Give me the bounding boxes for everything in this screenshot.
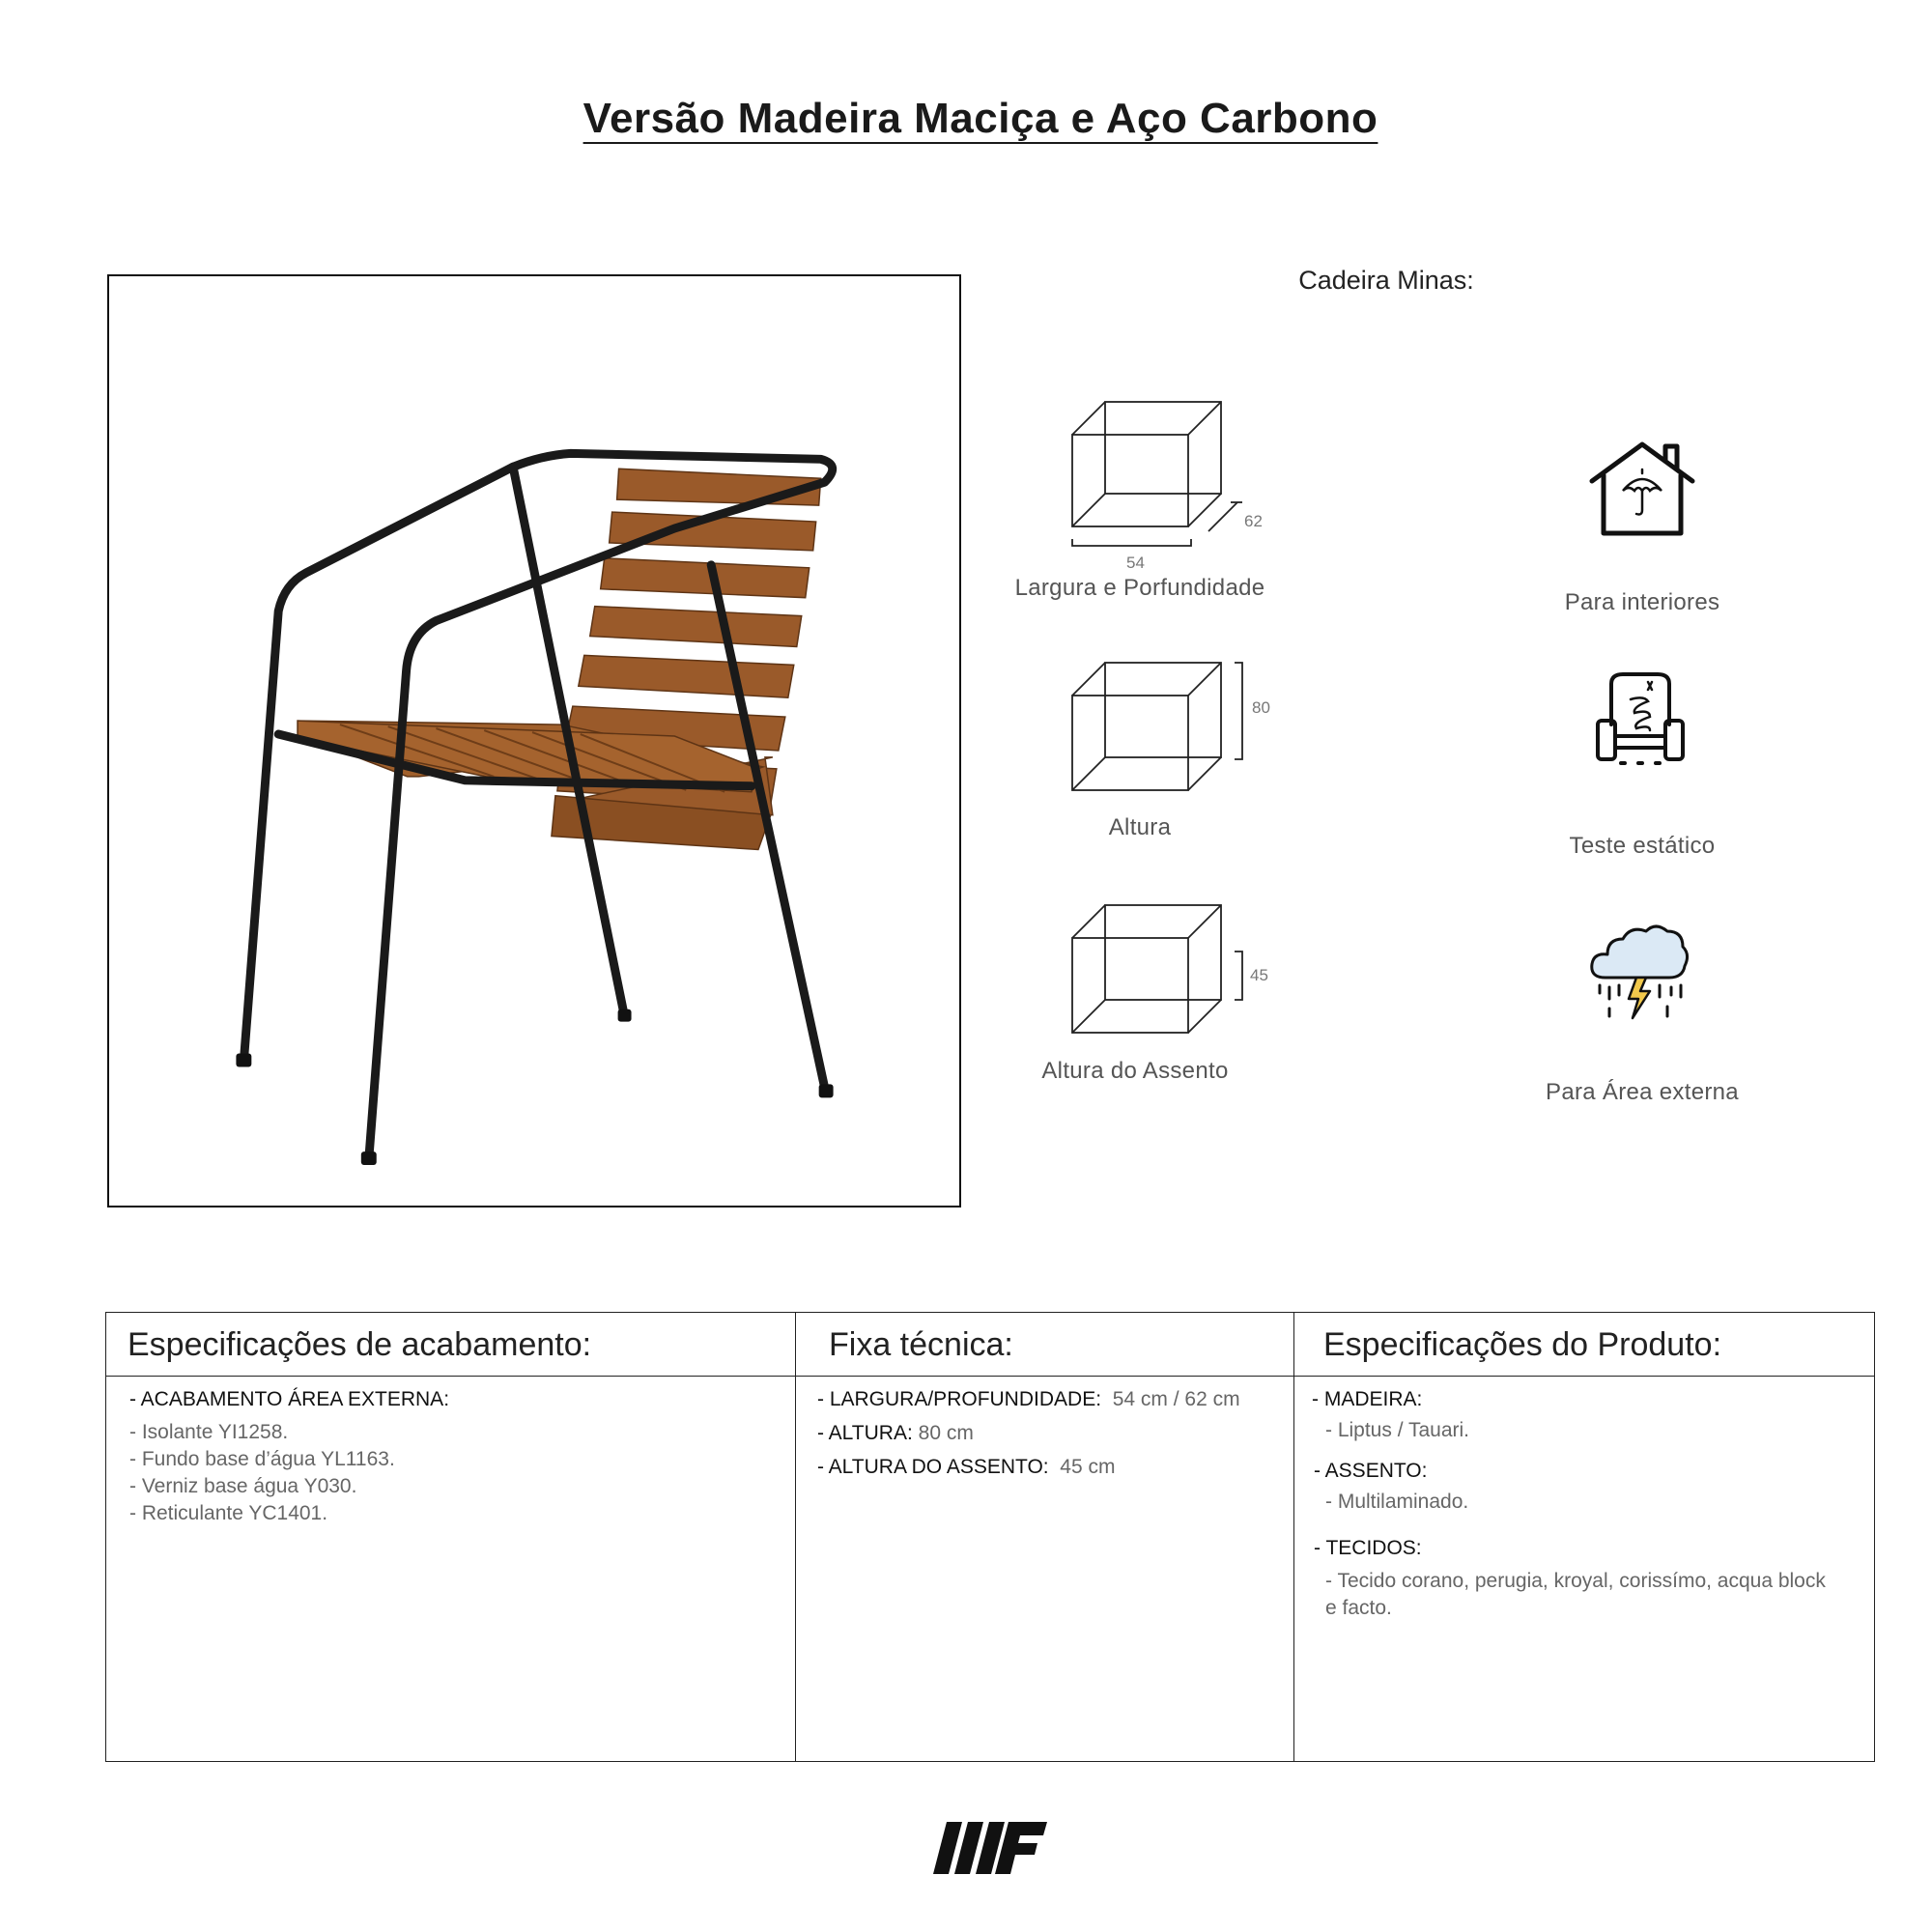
storm-cloud-icon [1586, 920, 1692, 1026]
product-name: Cadeira Minas: [1298, 266, 1474, 295]
seat-height-label: Altura do Assento [1041, 1058, 1229, 1084]
tech-row-width-depth: - LARGURA/PROFUNDIDADE: 54 cm / 62 cm [817, 1388, 1240, 1410]
house-umbrella-icon [1588, 440, 1696, 537]
chair-illustration [109, 276, 959, 1206]
product-group-detail: - Multilaminado. [1325, 1491, 1469, 1513]
product-specs-heading: Especificações do Produto: [1294, 1313, 1874, 1377]
seat-height-value: 45 [1250, 966, 1268, 984]
finishing-specs-column [106, 1313, 796, 1761]
product-group-detail: - Tecido corano, perugia, kroyal, corissímo, acqua block e facto. [1325, 1570, 1826, 1619]
product-photo [107, 274, 961, 1208]
width-depth-label: Largura e Porfundidade [1014, 575, 1265, 601]
finishing-item: - Isolante YI1258. [129, 1421, 289, 1443]
product-specs-column [1294, 1313, 1874, 1761]
page-title: Versão Madeira Maciça e Aço Carbono [582, 95, 1378, 142]
product-group-title: - MADEIRA: [1312, 1388, 1423, 1410]
brand-logo [933, 1822, 1047, 1874]
finishing-item: - Fundo base d’água YL1163. [129, 1448, 395, 1470]
technical-sheet-heading: Fixa técnica: [796, 1313, 1293, 1377]
static-test-label: Teste estático [1569, 833, 1716, 859]
outdoor-label: Para Área externa [1546, 1079, 1739, 1105]
height-label: Altura [1108, 814, 1172, 840]
cube-height-icon [1068, 659, 1271, 799]
height-value: 80 [1252, 698, 1270, 717]
cube-seat-height-icon [1068, 901, 1271, 1041]
product-group-detail: - Liptus / Tauari. [1325, 1419, 1470, 1441]
armchair-spring-icon [1594, 670, 1687, 767]
width-value: 54 [1126, 554, 1145, 572]
tech-row-seat-height: - ALTURA DO ASSENTO: 45 cm [817, 1456, 1116, 1478]
finishing-specs-heading: Especificações de acabamento: [106, 1313, 795, 1377]
spec-table [105, 1312, 1875, 1762]
tech-row-height: - ALTURA: 80 cm [817, 1422, 974, 1444]
finishing-item: - Verniz base água Y030. [129, 1475, 357, 1497]
product-group-title: - ASSENTO: [1314, 1460, 1428, 1482]
technical-sheet-column [796, 1313, 1294, 1761]
product-group-title: - TECIDOS: [1314, 1537, 1422, 1559]
indoor-label: Para interiores [1564, 589, 1720, 615]
cube-width-depth-icon [1068, 396, 1281, 565]
finishing-item: - Reticulante YC1401. [129, 1502, 328, 1524]
depth-value: 62 [1244, 512, 1263, 530]
finishing-group-title: - ACABAMENTO ÁREA EXTERNA: [129, 1388, 450, 1410]
